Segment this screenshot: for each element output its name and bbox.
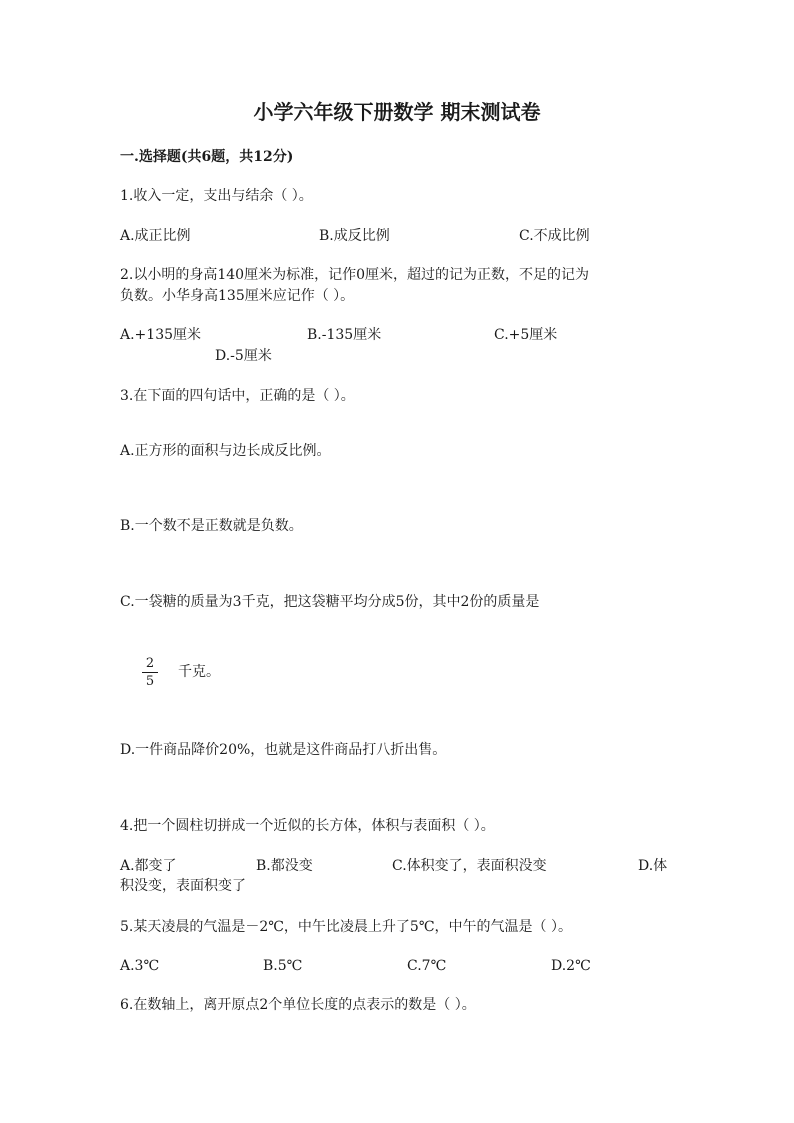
page-title: 小学六年级下册数学 期末测试卷 xyxy=(253,100,541,124)
fraction-bar xyxy=(142,672,158,673)
question-3: 3.在下面的四句话中，正确的是（ ）。 xyxy=(120,388,355,404)
q4-option-d-wrap: 积没变，表面积变了 xyxy=(120,878,246,894)
q2-option-c: C.+5厘米 xyxy=(494,327,558,343)
q4-option-a: A.都变了 xyxy=(120,858,177,874)
section-heading: 一.选择题(共6题，共12分) xyxy=(120,149,294,165)
question-6: 6.在数轴上，离开原点2个单位长度的点表示的数是（ ）。 xyxy=(120,997,476,1013)
q5-option-d: D.2℃ xyxy=(551,958,591,974)
q1-option-c: C.不成比例 xyxy=(519,228,590,244)
question-4: 4.把一个圆柱切拼成一个近似的长方体，体积与表面积（ ）。 xyxy=(120,818,495,834)
question-2-line-2: 负数。小华身高135厘米应记作（ ）。 xyxy=(120,288,355,304)
q5-option-a: A.3℃ xyxy=(120,958,160,974)
q5-option-c: C.7℃ xyxy=(407,958,447,974)
q2-option-d: D.-5厘米 xyxy=(215,348,272,364)
q3-option-b: B.一个数不是正数就是负数。 xyxy=(120,518,303,534)
q5-option-b: B.5℃ xyxy=(263,958,303,974)
q1-option-b: B.成反比例 xyxy=(319,228,390,244)
fraction xyxy=(142,656,158,689)
q4-option-c: C.体积变了，表面积没变 xyxy=(392,858,547,874)
q4-option-d: D.体 xyxy=(638,858,668,874)
q4-option-b: B.都没变 xyxy=(256,858,313,874)
q3-option-a: A.正方形的面积与边长成反比例。 xyxy=(120,443,331,459)
q1-option-a: A.成正比例 xyxy=(120,228,191,244)
fraction-unit: 千克。 xyxy=(178,664,220,680)
q2-option-b: B.-135厘米 xyxy=(307,327,382,343)
q3-option-c: C.一袋糖的质量为3千克，把这袋糖平均分成5份，其中2份的质量是 xyxy=(120,594,540,610)
question-2-line-1: 2.以小明的身高140厘米为标准，记作0厘米，超过的记为正数，不足的记为 xyxy=(120,267,589,283)
question-1: 1.收入一定，支出与结余（ ）。 xyxy=(120,188,313,204)
fraction-denominator: 5 xyxy=(145,674,155,689)
fraction-numerator: 2 xyxy=(145,656,155,671)
q3-option-d: D.一件商品降价20%，也就是这件商品打八折出售。 xyxy=(120,742,447,758)
q2-option-a: A.+135厘米 xyxy=(120,327,202,343)
question-5: 5.某天凌晨的气温是－2℃，中午比凌晨上升了5℃，中午的气温是（ ）。 xyxy=(120,919,572,935)
